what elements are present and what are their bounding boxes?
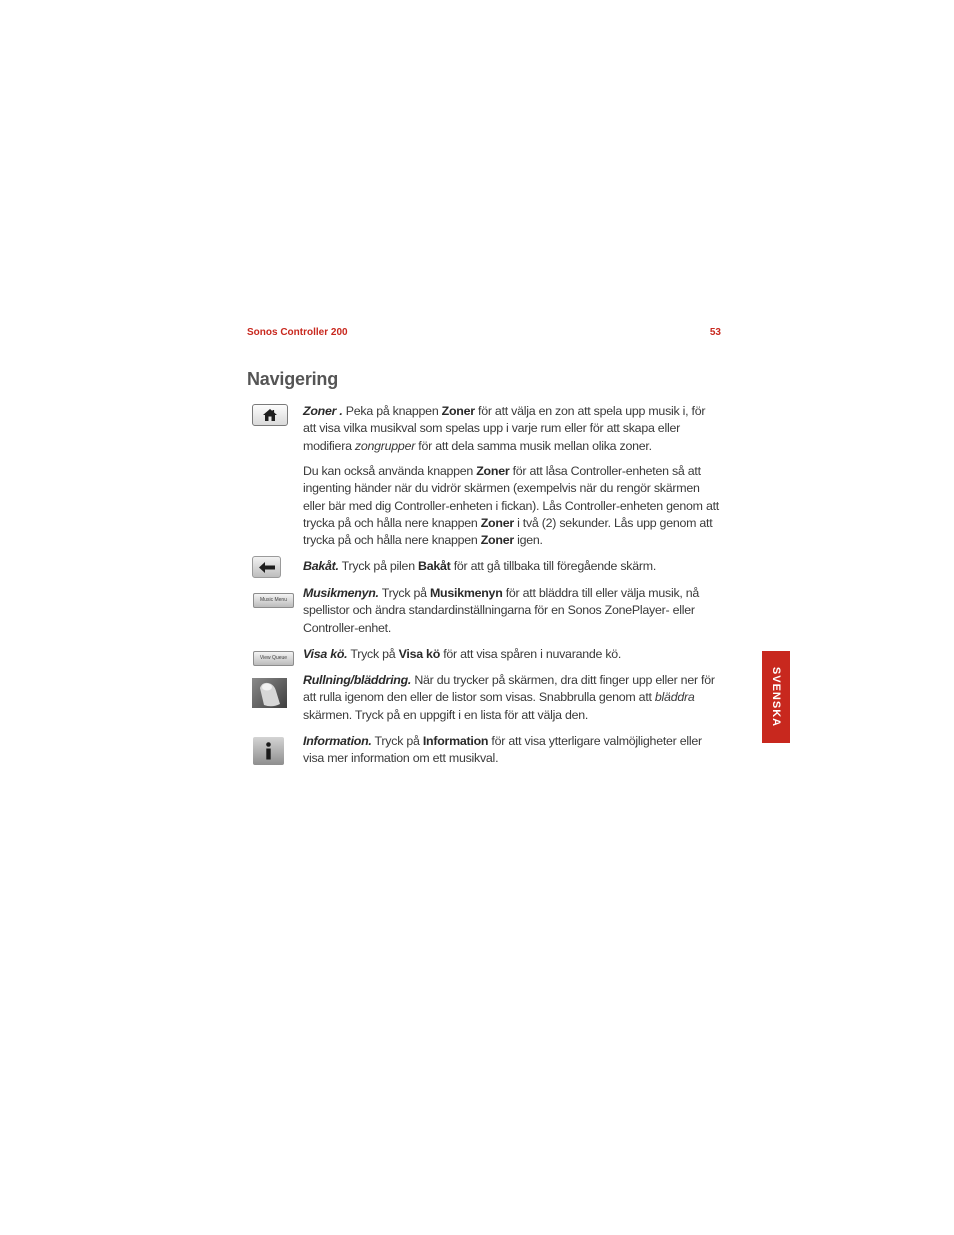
language-tab-label: SVENSKA bbox=[770, 666, 782, 728]
music-menu-description: Musikmenyn. Tryck på Musikmenyn för att bläddra till eller välja musik, nå spellistor och ändra standardinställningarna för en Sonos ZonePlayer- eller Controller-enhet. bbox=[303, 586, 700, 635]
finger-scroll-icon bbox=[252, 678, 287, 708]
view-queue-description: Visa kö. Tryck på Visa kö för att visa spåren i nuvarande kö. bbox=[303, 647, 622, 661]
running-header-product: Sonos Controller 200 bbox=[247, 327, 348, 338]
scroll-description: Rullning/bläddring. När du trycker på skärmen, dra ditt finger upp eller ner för att rulla igenom den eller de listor som visas. Snabbrulla genom att bläddra skärmen. Tryck på en uppgift i en lista för att välja den. bbox=[303, 673, 715, 722]
view-queue-button-icon: View Queue bbox=[253, 651, 294, 666]
zones-lock-description: Du kan också använda knappen Zoner för att låsa Controller-enheten så att ingenting händer när du vidrör skärmen (exempelvis när du rengör skärmen eller bär med dig Controller-enheten i fickan). Lås Controller-enheten genom att trycka på och hålla nere knappen Zoner i två (2) sekunder. Lås upp genom att trycka på och hålla nere knappen Zoner igen. bbox=[303, 464, 719, 548]
back-arrow-icon bbox=[252, 556, 281, 578]
zones-description: Zoner . Peka på knappen Zoner för att välja en zon att spela upp musik i, för att visa vilka musikval som spelas upp i varje rum eller för att skapa eller modifiera zongrupper för att dela samma musik mellan olika zoner. bbox=[303, 404, 706, 453]
info-icon bbox=[253, 737, 284, 765]
music-menu-button-icon: Music Menu bbox=[253, 593, 294, 608]
page-number: 53 bbox=[709, 327, 721, 338]
language-tab bbox=[762, 651, 790, 743]
section-title: Navigering bbox=[247, 369, 339, 389]
home-icon bbox=[252, 404, 288, 426]
info-description: Information. Tryck på Information för att visa ytterligare valmöjligheter eller visa mer information om ett musikval. bbox=[303, 734, 702, 766]
back-description: Bakåt. Tryck på pilen Bakåt för att gå tillbaka till föregående skärm. bbox=[303, 559, 657, 573]
